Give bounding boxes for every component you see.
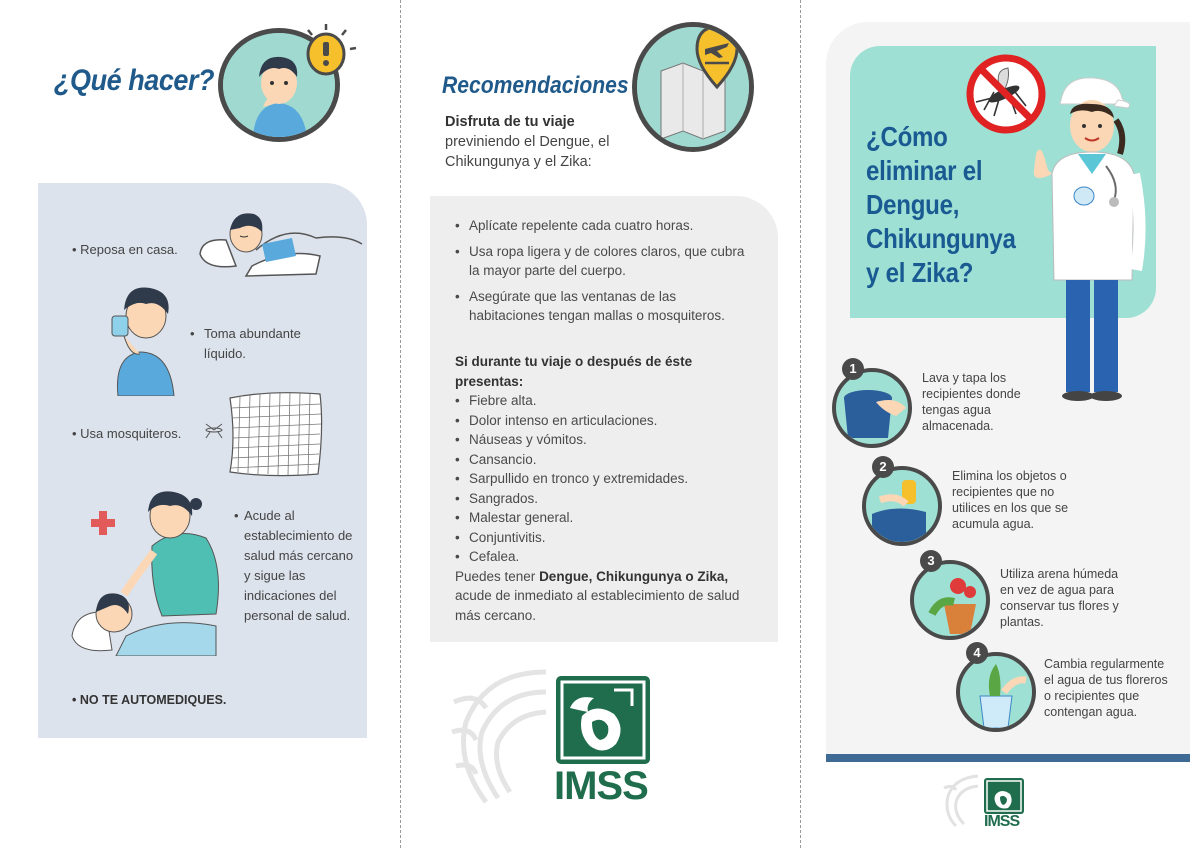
no-self-medication-text: NO TE AUTOMEDIQUES. <box>79 693 227 707</box>
imss-wordmark: IMSS <box>554 764 648 808</box>
panel2-intro <box>445 112 655 172</box>
tip-drink-text: Toma abundante líquido. <box>204 326 301 361</box>
step3-plant-pot-icon <box>910 560 990 640</box>
fold-line-right <box>800 0 801 848</box>
symptom-item: • Dolor intenso en articulaciones. <box>455 411 755 431</box>
nurse-and-patient-illustration <box>66 486 238 656</box>
step1-text: Lava y tapa los recipientes donde tengas agua almacenada. <box>922 371 1021 433</box>
travel-tip: • Aplícate repelente cada cuatro horas. <box>455 216 755 236</box>
tip-seek-care-text: Acude al establecimiento de salud más cercano y sigue las indicaciones del personal de salud. <box>244 508 354 623</box>
symptom-item: • Sarpullido en tronco y extremidades. <box>455 469 755 489</box>
tip-net: • Usa mosquiteros. <box>72 426 182 441</box>
panel3-title: ¿Cómo eliminar el Dengue, Chikungunya y el Zika? <box>866 121 1016 288</box>
step3-number: 3 <box>920 550 942 572</box>
travel-tips-list <box>455 216 755 326</box>
fold-line-left <box>400 0 401 848</box>
tip-rest-text: Reposa en casa. <box>80 242 178 257</box>
eagle-watermark <box>446 662 556 812</box>
drinking-boy-illustration <box>100 276 184 396</box>
panel1-title: ¿Qué hacer? <box>54 64 215 97</box>
tip-net-text: Usa mosquiteros. <box>80 426 182 441</box>
tip-seek-care: • Acude al establecimiento de salud más cercano y sigue las indicaciones del personal de salud. <box>234 508 354 623</box>
mosquito-net-icon <box>200 388 330 480</box>
tip-rest: • Reposa en casa. <box>72 242 178 257</box>
step2-discard-icon <box>862 466 942 546</box>
symptom-item: • Conjuntivitis. <box>455 528 755 548</box>
imss-emblem-logo <box>556 676 650 764</box>
symptom-item: • Cansancio. <box>455 450 755 470</box>
imss-emblem-logo-small <box>984 778 1024 814</box>
tip-drink: • Toma abundante líquido. <box>190 326 301 361</box>
symptom-item: • Fiebre alta. <box>455 391 755 411</box>
symptom-item: • Náuseas y vómitos. <box>455 430 755 450</box>
lightbulb-icon <box>300 22 360 86</box>
intro-bold-text: Disfruta de tu viaje <box>445 114 575 130</box>
travel-tip: • Asegúrate que las ventanas de las habitaciones tengan mallas o mosquiteros. <box>455 287 755 326</box>
step4-text: Cambia regularmente el agua de tus floreros o recipientes que contengan agua. <box>1044 657 1168 719</box>
step3-text: Utiliza arena húmeda en vez de agua para conservar tus flores y plantas. <box>1000 567 1119 629</box>
step1-number: 1 <box>842 358 864 380</box>
intro-rest-text: previniendo el Dengue, el Chikungunya y el Zika: <box>445 134 610 170</box>
symptom-item: • Malestar general. <box>455 508 755 528</box>
doctor-illustration <box>1022 74 1162 404</box>
step2-number: 2 <box>872 456 894 478</box>
symptom-item: • Sangrados. <box>455 489 755 509</box>
eagle-watermark-small <box>940 772 980 830</box>
step2-text: Elimina los objetos o recipientes que no utilices en los que se acumula agua. <box>952 469 1069 531</box>
travel-tip: • Usa ropa ligera y de colores claros, que cubra la mayor parte del cuerpo. <box>455 242 755 281</box>
symptoms-section <box>455 352 755 625</box>
decorative-stripe <box>826 754 1190 762</box>
no-self-medication-warning: • NO TE AUTOMEDIQUES. <box>72 693 227 707</box>
symptom-item: • Cefalea. <box>455 547 755 567</box>
panel2-title: Recomendaciones <box>442 72 629 99</box>
closing-note: Puedes tener Dengue, Chikungunya o Zika, acude de inmediato al establecimiento de salud más cercano. <box>455 568 740 623</box>
imss-wordmark-small: IMSS <box>984 813 1020 830</box>
symptoms-heading: Si durante tu viaje o después de éste presentas: <box>455 354 693 389</box>
sleeping-boy-illustration <box>196 204 364 278</box>
step1-barrel-icon <box>832 368 912 448</box>
step4-vase-icon <box>956 652 1036 732</box>
step4-number: 4 <box>966 642 988 664</box>
